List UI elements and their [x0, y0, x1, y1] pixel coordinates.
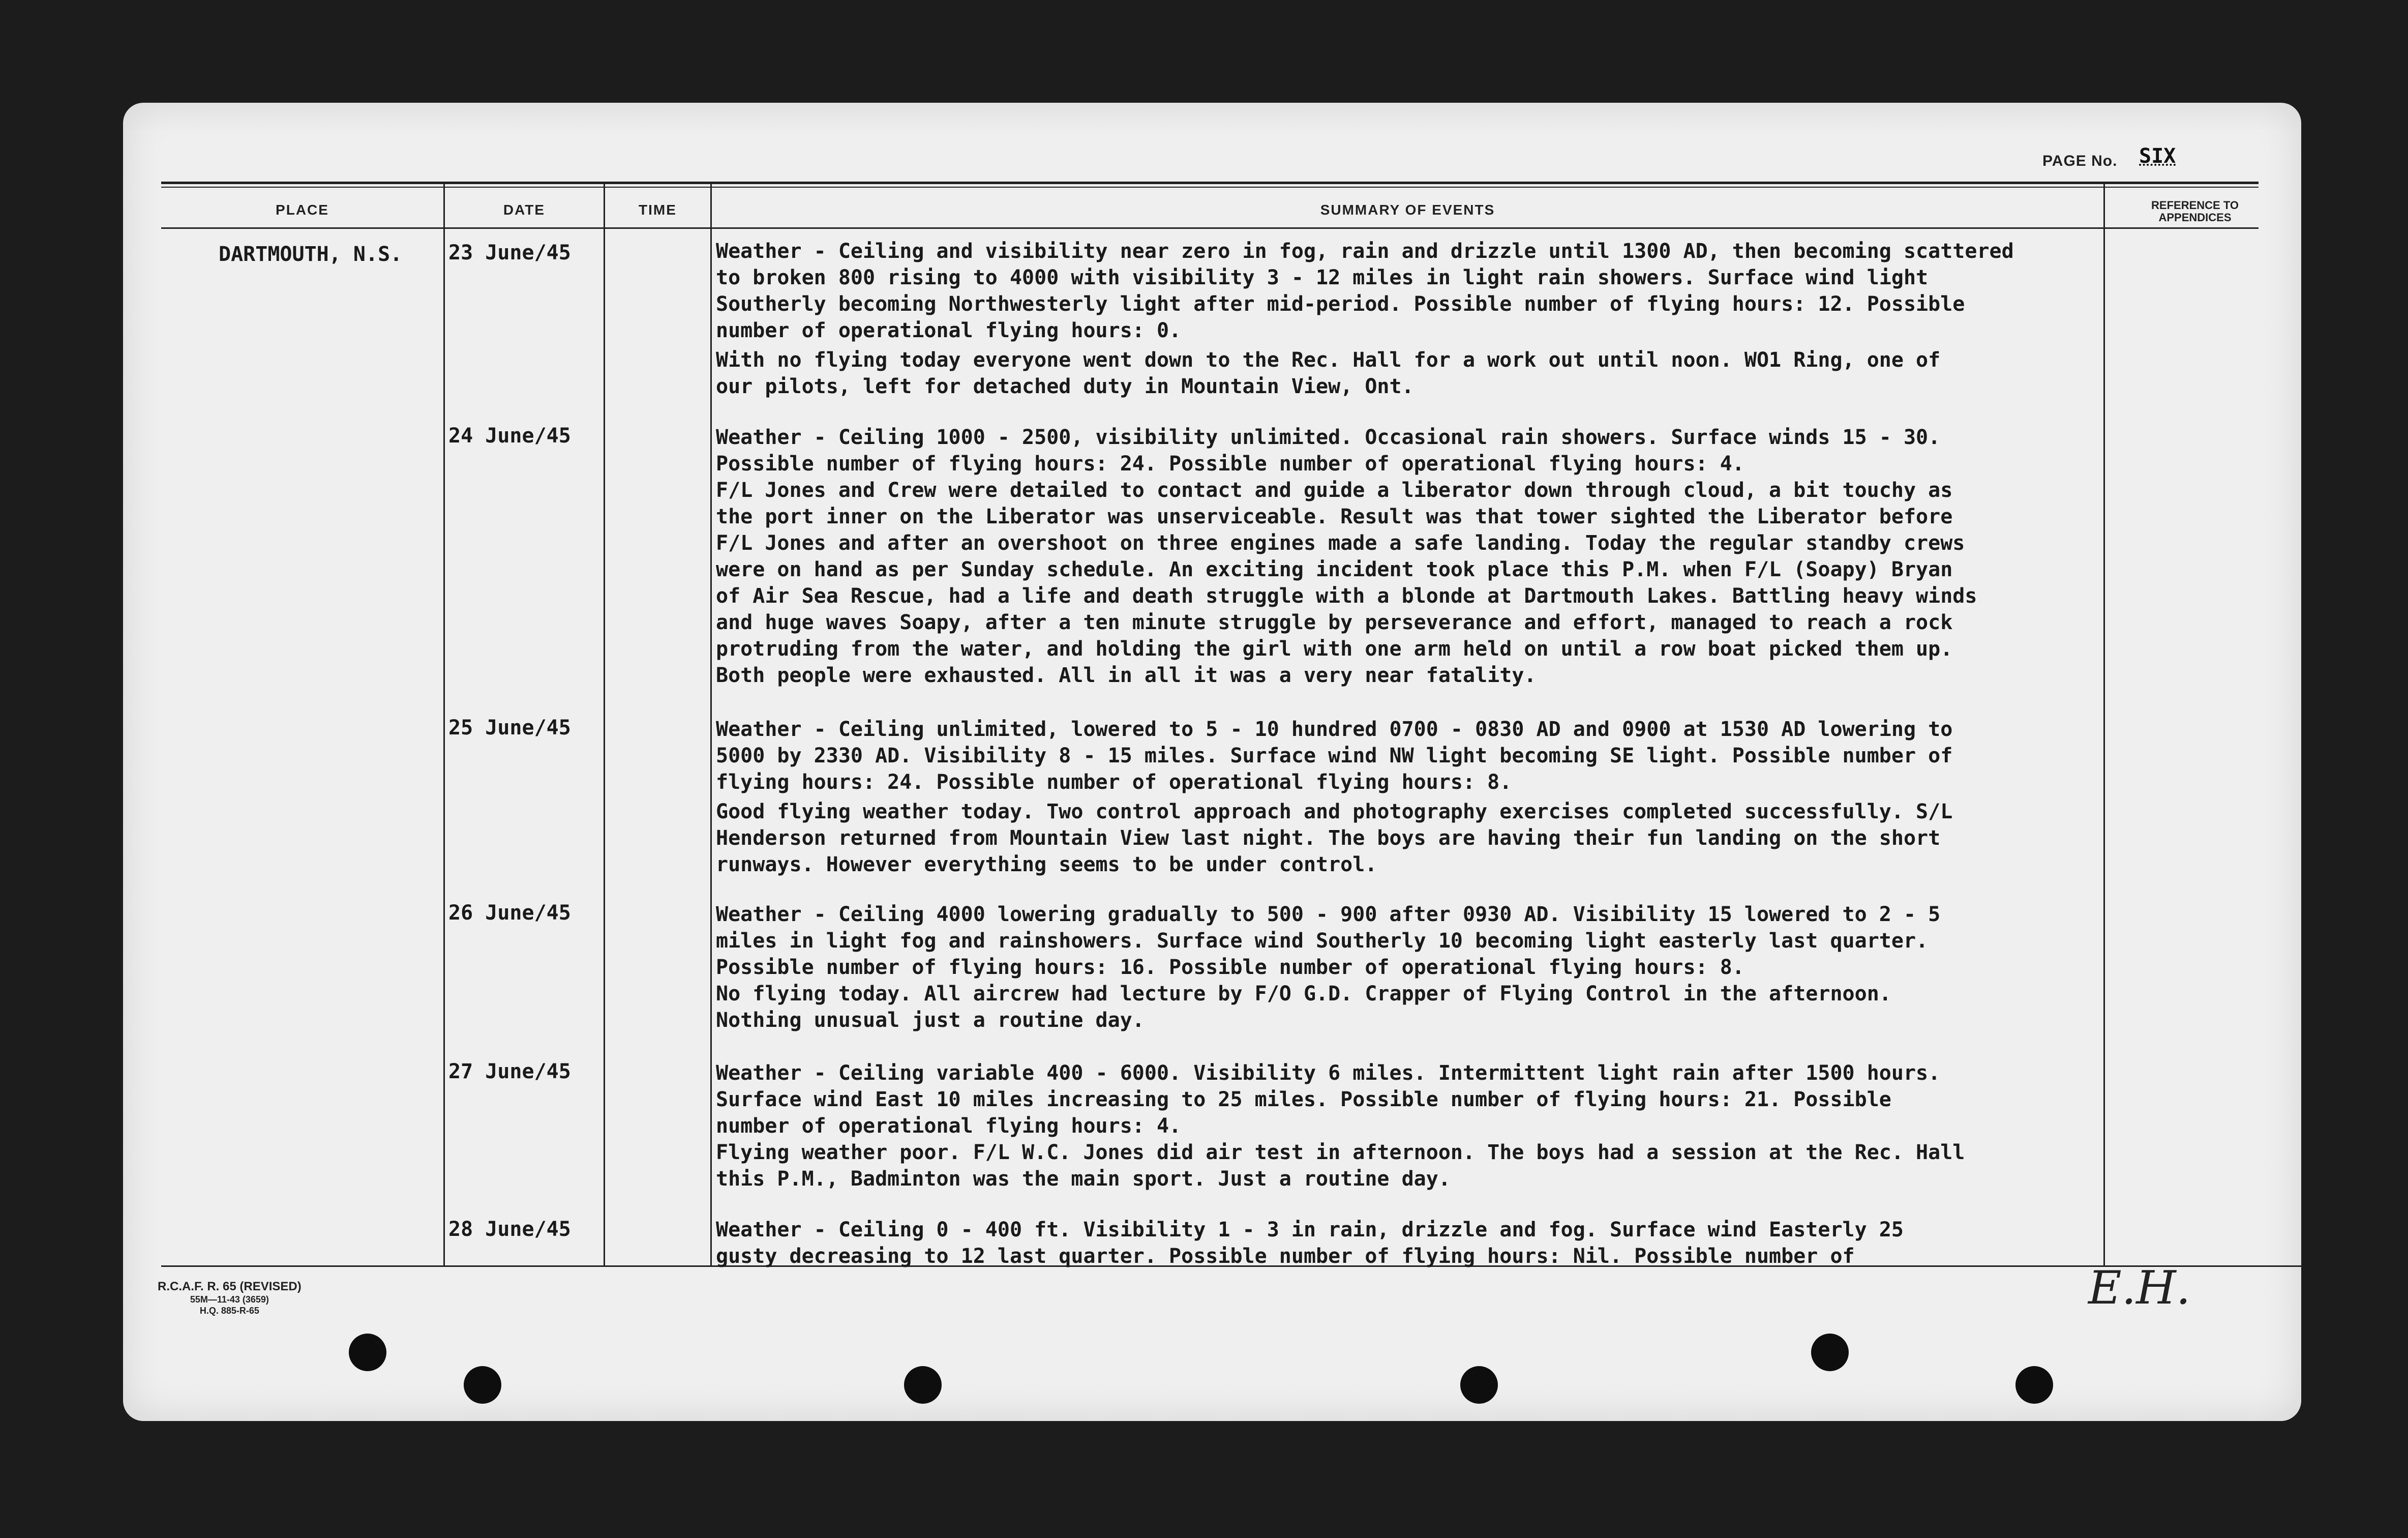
entry-date: 25 June/45	[448, 716, 571, 740]
header-reference-line1: REFERENCE TO	[2151, 199, 2239, 212]
header-reference	[2119, 199, 2271, 224]
header-place: PLACE	[276, 202, 329, 218]
punch-hole	[1811, 1334, 1849, 1371]
entry-summary	[716, 238, 2119, 400]
summary-line: Weather - Ceiling 1000 - 2500, visibility unlimited. Occasional rain showers. Surface winds 15 - 30.	[716, 426, 1941, 449]
entry-summary	[716, 1060, 2119, 1192]
form-id-line1: R.C.A.F. R. 65 (REVISED)	[158, 1280, 302, 1293]
summary-line: Possible number of flying hours: 24. Possible number of operational flying hours: 4.	[716, 452, 1744, 476]
summary-line: and huge waves Soapy, after a ten minute struggle by perseverance and effort, managed to reach a rock	[716, 611, 1953, 634]
entry-summary	[716, 1217, 2119, 1269]
punch-hole	[1460, 1366, 1498, 1404]
entry-summary	[716, 424, 2119, 689]
entry-date: 28 June/45	[448, 1218, 571, 1241]
summary-line: Weather - Ceiling unlimited, lowered to 5 - 10 hundred 0700 - 0830 AD and 0900 at 1530 AD lowering to	[716, 718, 1953, 741]
summary-line: gusty decreasing to 12 last quarter. Possible number of flying hours: Nil. Possible number of	[716, 1245, 1855, 1268]
summary-line: 5000 by 2330 AD. Visibility 8 - 15 miles. Surface wind NW light becoming SE light. Possible number of	[716, 744, 1953, 767]
col-divider-date	[604, 184, 605, 1266]
page-number-label: PAGE No.	[2042, 153, 2118, 169]
col-divider-place	[443, 184, 445, 1266]
summary-line: No flying today. All aircrew had lecture by F/O G.D. Crapper of Flying Control in the afternoon.	[716, 982, 1891, 1005]
summary-line: Henderson returned from Mountain View last night. The boys are having their fun landing on the short	[716, 826, 1941, 850]
header-time: TIME	[639, 202, 677, 218]
diary-page	[123, 103, 2301, 1421]
summary-line: With no flying today everyone went down to the Rec. Hall for a work out until noon. WO1 Ring, one of	[716, 348, 1941, 372]
summary-line: Possible number of flying hours: 16. Possible number of operational flying hours: 8.	[716, 956, 1744, 979]
entry-date: 24 June/45	[448, 424, 571, 448]
form-id-line3: H.Q. 885-R-65	[199, 1306, 259, 1316]
summary-line: of Air Sea Rescue, had a life and death struggle with a blonde at Dartmouth Lakes. Battling heavy winds	[716, 584, 1977, 608]
summary-line: were on hand as per Sunday schedule. An exciting incident took place this P.M. when F/L (Soapy) Bryan	[716, 558, 1953, 581]
summary-line: number of operational flying hours: 4.	[716, 1114, 1182, 1138]
summary-line: Surface wind East 10 miles increasing to 25 miles. Possible number of flying hours: 21. Possible	[716, 1088, 1891, 1111]
punch-hole	[904, 1366, 942, 1404]
page-number-value: SIX	[2139, 144, 2176, 168]
header-date: DATE	[503, 202, 546, 218]
summary-line: protruding from the water, and holding the girl with one arm held on until a row boat picked them up.	[716, 637, 1953, 661]
entry-date: 26 June/45	[448, 901, 571, 925]
entry-date: 27 June/45	[448, 1060, 571, 1083]
header-reference-line2: APPENDICES	[2158, 211, 2232, 224]
header-bottom-rule	[161, 227, 2259, 229]
summary-line: flying hours: 24. Possible number of operational flying hours: 8.	[716, 771, 1512, 794]
summary-line: runways. However everything seems to be under control.	[716, 853, 1377, 876]
form-id-line2: 55M—11-43 (3659)	[190, 1294, 269, 1305]
place-name: DARTMOUTH, N.S.	[219, 243, 403, 266]
entry-summary	[716, 716, 2119, 878]
punch-hole	[349, 1334, 386, 1371]
punch-hole	[464, 1366, 501, 1404]
handwritten-initials: E.H.	[2088, 1261, 2191, 1315]
summary-line: F/L Jones and Crew were detailed to contact and guide a liberator down through cloud, a bit touchy as	[716, 479, 1953, 502]
summary-line: Good flying weather today. Two control approach and photography exercises completed successfully. S/L	[716, 800, 1953, 823]
summary-line: to broken 800 rising to 4000 with visibility 3 - 12 miles in light rain showers. Surface wind light	[716, 266, 1929, 289]
header-top-rule-thin	[161, 187, 2259, 188]
form-identifier	[158, 1280, 302, 1316]
summary-line: miles in light fog and rainshowers. Surface wind Southerly 10 becoming light easterly last quarter.	[716, 929, 1929, 953]
summary-line: Weather - Ceiling and visibility near zero in fog, rain and drizzle until 1300 AD, then becoming scattered	[716, 240, 2014, 263]
summary-line: this P.M., Badminton was the main sport. Just a routine day.	[716, 1167, 1451, 1191]
summary-line: Southerly becoming Northwesterly light after mid-period. Possible number of flying hours: 12. Possible	[716, 292, 1965, 316]
summary-line: the port inner on the Liberator was unserviceable. Result was that tower sighted the Liberator before	[716, 505, 1953, 528]
summary-line: Both people were exhausted. All in all it was a very near fatality.	[716, 664, 1537, 687]
entry-summary	[716, 901, 2119, 1033]
summary-line: number of operational flying hours: 0.	[716, 319, 1182, 342]
summary-line: our pilots, left for detached duty in Mountain View, Ont.	[716, 375, 1414, 398]
summary-line: Flying weather poor. F/L W.C. Jones did air test in afternoon. The boys had a session at the Rec. Hall	[716, 1141, 1965, 1164]
col-divider-time	[710, 184, 712, 1266]
summary-line: Nothing unusual just a routine day.	[716, 1009, 1145, 1032]
header-top-rule	[161, 182, 2259, 184]
entry-date: 23 June/45	[448, 241, 571, 264]
header-summary: SUMMARY OF EVENTS	[1320, 202, 1495, 218]
summary-line: Weather - Ceiling 0 - 400 ft. Visibility 1 - 3 in rain, drizzle and fog. Surface wind Easterly 25	[716, 1218, 1904, 1241]
summary-line: Weather - Ceiling variable 400 - 6000. Visibility 6 miles. Intermittent light rain after 1500 hours.	[716, 1061, 1941, 1085]
summary-line: Weather - Ceiling 4000 lowering gradually to 500 - 900 after 0930 AD. Visibility 15 lowered to 2 - 5	[716, 903, 1941, 926]
punch-hole	[2015, 1366, 2053, 1404]
summary-line: F/L Jones and after an overshoot on three engines made a safe landing. Today the regular standby crews	[716, 531, 1965, 555]
